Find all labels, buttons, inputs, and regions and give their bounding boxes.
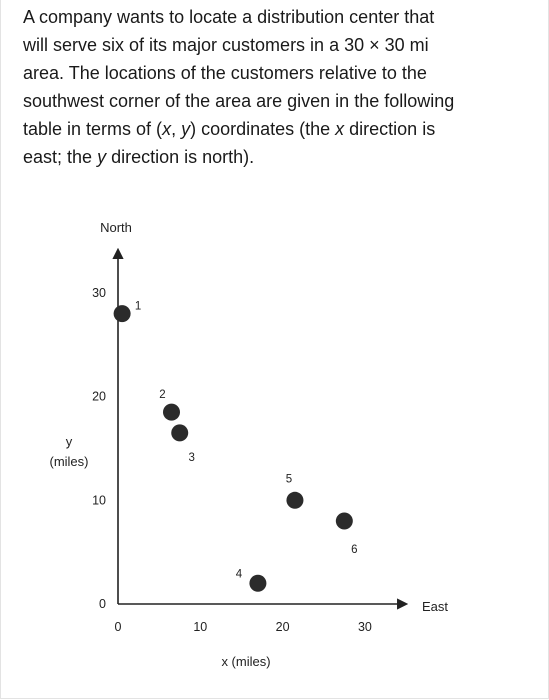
problem-line <box>23 87 538 115</box>
customer-point-label-3: 3 <box>188 451 195 464</box>
y-tick-label-30: 30 <box>92 285 106 300</box>
problem-line <box>23 115 538 143</box>
problem-line <box>23 143 538 171</box>
customer-point-label-4: 4 <box>235 568 243 581</box>
x-tick-label-10: 10 <box>193 620 208 634</box>
y-tick-label-10: 10 <box>92 493 106 508</box>
problem-text-segment: ) coordinates (the <box>190 119 336 139</box>
problem-line <box>23 59 538 87</box>
customer-points <box>114 301 358 592</box>
customer-point-label-6: 6 <box>351 544 358 557</box>
customer-point-1 <box>114 305 131 322</box>
problem-text-segment: southwest corner of the area are given in the following <box>23 91 455 111</box>
problem-statement <box>23 3 538 171</box>
east-label: East <box>422 599 449 614</box>
variable-y: y <box>181 119 191 139</box>
variable-y: y <box>97 147 107 167</box>
problem-line <box>23 31 538 59</box>
x-tick-label-0: 0 <box>114 620 122 634</box>
problem-text-segment: table in terms of ( <box>23 119 163 139</box>
y-axis-label-line2: (miles) <box>49 454 89 469</box>
customer-point-4 <box>249 575 266 592</box>
variable-x: x <box>335 119 345 139</box>
tick-labels <box>92 286 372 634</box>
y-axis-label-line1: y <box>65 434 73 449</box>
variable-x: x <box>162 119 172 139</box>
problem-text-segment: direction is north). <box>106 147 255 167</box>
customer-point-label-5: 5 <box>285 473 293 486</box>
problem-text-segment: direction is <box>344 119 436 139</box>
customer-point-3 <box>171 424 188 441</box>
x-tick-label-30: 30 <box>357 620 372 634</box>
y-tick-label-0: 0 <box>99 597 106 611</box>
customer-point-6 <box>336 513 353 530</box>
customer-point-label-2: 2 <box>159 389 166 402</box>
customer-location-chart <box>1 200 549 680</box>
problem-text-segment: , <box>171 119 182 139</box>
customer-point-label-1: 1 <box>134 300 142 313</box>
x-axis-label: x (miles) <box>221 654 271 669</box>
customer-point-2 <box>163 404 180 421</box>
customer-point-5 <box>286 492 303 509</box>
problem-text-segment: A company wants to locate a distribution center that <box>23 7 435 27</box>
problem-text-segment: east; the <box>23 147 98 167</box>
customer-location-figure <box>1 200 549 680</box>
x-tick-label-20: 20 <box>275 620 290 634</box>
problem-text-segment: area. The locations of the customers relative to the <box>23 63 427 83</box>
problem-text-segment: will serve six of its major customers in a 30 × 30 mi <box>23 35 429 55</box>
problem-line <box>23 3 538 31</box>
y-tick-label-20: 20 <box>92 389 106 404</box>
north-label: North <box>100 220 132 235</box>
